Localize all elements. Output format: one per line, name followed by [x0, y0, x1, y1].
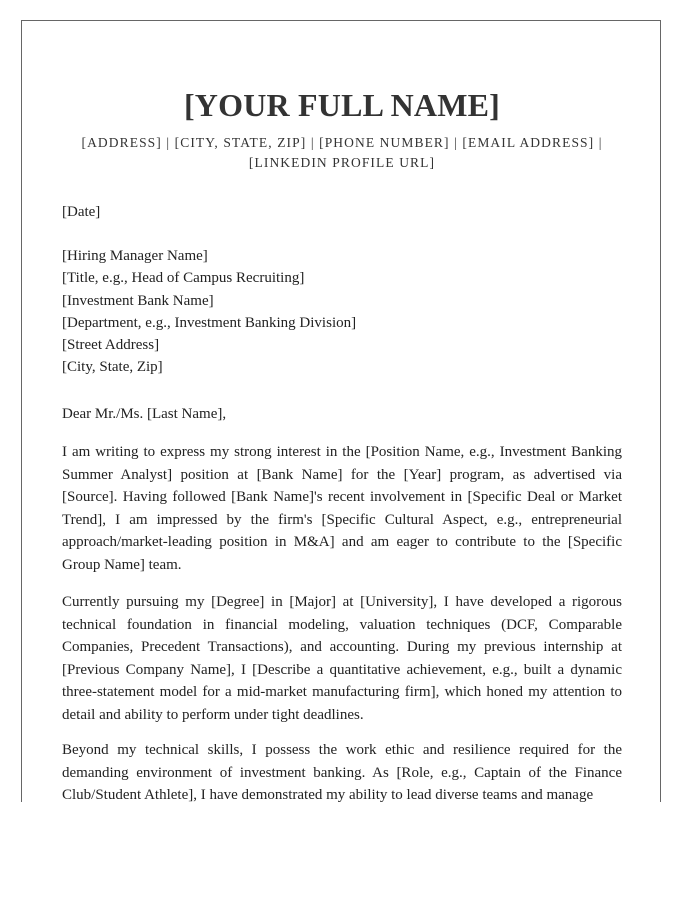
recipient-line: [Street Address]	[62, 337, 160, 354]
salutation	[62, 403, 622, 425]
contact-info	[62, 133, 622, 173]
body-paragraph: Beyond my technical skills, I possess the work ethic and resilience required for the demanding environment of investment banking. As [Role, e.g., Captain of the Finance Club/Student Athlete], I have demonstrated my ability to lead diverse teams and manage	[62, 742, 622, 802]
recipient-address	[62, 245, 622, 379]
recipient-line: [Department, e.g., Investment Banking Division]	[62, 314, 357, 331]
recipient-line: [Hiring Manager Name]	[62, 248, 208, 264]
salutation-text: Dear Mr./Ms. [Last Name],	[62, 406, 227, 422]
body-paragraph: I am writing to express my strong interest in the [Position Name, e.g., Investment Banking Summer Analyst] position at [Bank Name] for the [Year] program, as advertised via [Source]. Having followed [Bank Name]'s recent involvement in [Specific Deal or Market Trend], I am impressed by the firm's [Specific Cultural Aspect, e.g., entrepreneurial approach/market-leading position in M&A] and am eager to contribute to the [Specific Group Name] team.	[62, 444, 622, 573]
recipient-line: [City, State, Zip]	[62, 359, 163, 376]
recipient-line: [Title, e.g., Head of Campus Recruiting]	[62, 270, 305, 287]
date-text: [Date]	[62, 204, 101, 220]
applicant-name: [YOUR FULL NAME]	[183, 87, 501, 123]
body-paragraph: Currently pursuing my [Degree] in [Major] at [University], I have developed a rigorous technical foundation in financial modeling, valuation techniques (DCF, Comparable Companies, Precedent Transactions), and accounting. During my previous internship at [Previous Company Name], I [Describe a quantitative achievement, e.g., built a dynamic three-statement model for a mid-market manufacturing firm], which honed my attention to detail and ability to perform under tight deadlines.	[62, 594, 622, 723]
recipient-line: [Investment Bank Name]	[62, 292, 214, 309]
contact-line: [LINKEDIN PROFILE URL]	[248, 155, 436, 170]
contact-line: [ADDRESS] | [CITY, STATE, ZIP] | [PHONE NUMBER] | [EMAIL ADDRESS] |	[81, 135, 603, 150]
letter-date	[62, 201, 622, 223]
letter-page	[21, 20, 661, 802]
